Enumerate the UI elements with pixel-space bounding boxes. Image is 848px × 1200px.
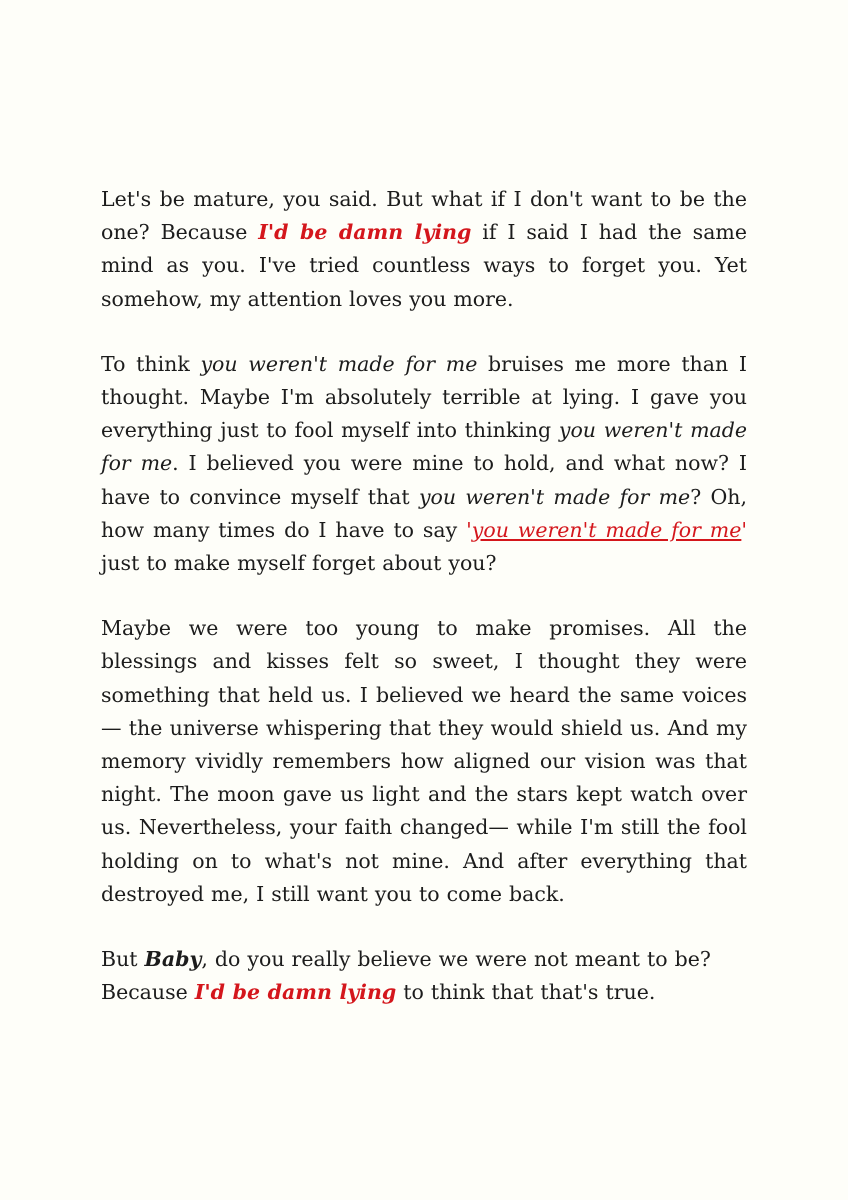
paragraph-2-text-3: . I believed you were mine to hold, and what now? I have to convince myself that — [101, 451, 747, 509]
italic-phrase-2: you weren't made for me — [101, 418, 747, 476]
paragraph-3-text: Maybe we were too young to make promises. All the blessings and kisses felt so sweet, I thought they were something that held us. I believed we heard the same voices— the universe whispering that they would shield us. And my memory vividly remembers how aligned our vision was that night. The moon gave us light and the stars kept watch over us. Nevertheless, your faith changed— while I'm still the fool holding on to what's not mine. And after everything that destroyed me, I still want you to come back. — [101, 616, 747, 906]
paragraph-4-text-4: to think that that's true. — [396, 980, 656, 1005]
paragraph-4-text-1: But — [101, 947, 145, 972]
quote-close: ' — [741, 517, 747, 542]
emphasis-baby: Baby — [144, 947, 202, 972]
paragraph-4-text-3: Because — [101, 980, 195, 1005]
paragraph-2 — [101, 348, 747, 580]
paragraph-1-text-1: Let's be mature, you said. But what if I don't want to be the one? Because — [101, 187, 747, 245]
paragraph-2-text-2: bruises me more than I thought. Maybe I'm absolutely terrible at lying. I gave you everything just to fool myself into thinking — [101, 351, 747, 443]
paragraph-4-text-2: , do you really believe we were not meant to be? — [201, 947, 711, 972]
emphasis-damn-lying: I'd be damn lying — [258, 220, 472, 245]
emphasis-damn-lying-2: I'd be damn lying — [194, 980, 397, 1005]
italic-phrase-1: you weren't made for me — [200, 351, 478, 376]
paragraph-2-text-4: ? Oh, how many times do I have to say — [101, 484, 748, 542]
paragraph-2-text-5: just to make myself forget about you? — [101, 551, 497, 576]
paragraph-2-text-1: To think — [101, 351, 201, 376]
underlined-red-phrase: you weren't made for me — [471, 517, 742, 542]
document-page — [101, 183, 747, 1041]
paragraph-3 — [101, 612, 747, 911]
paragraph-1 — [101, 183, 747, 316]
italic-phrase-3: you weren't made for me — [418, 484, 691, 509]
paragraph-1-text-2: if I said I had the same mind as you. I've tried countless ways to forget you. Yet somehow, my attention loves you more. — [101, 220, 747, 311]
paragraph-4 — [101, 943, 747, 1009]
quote-open: ' — [466, 517, 472, 542]
